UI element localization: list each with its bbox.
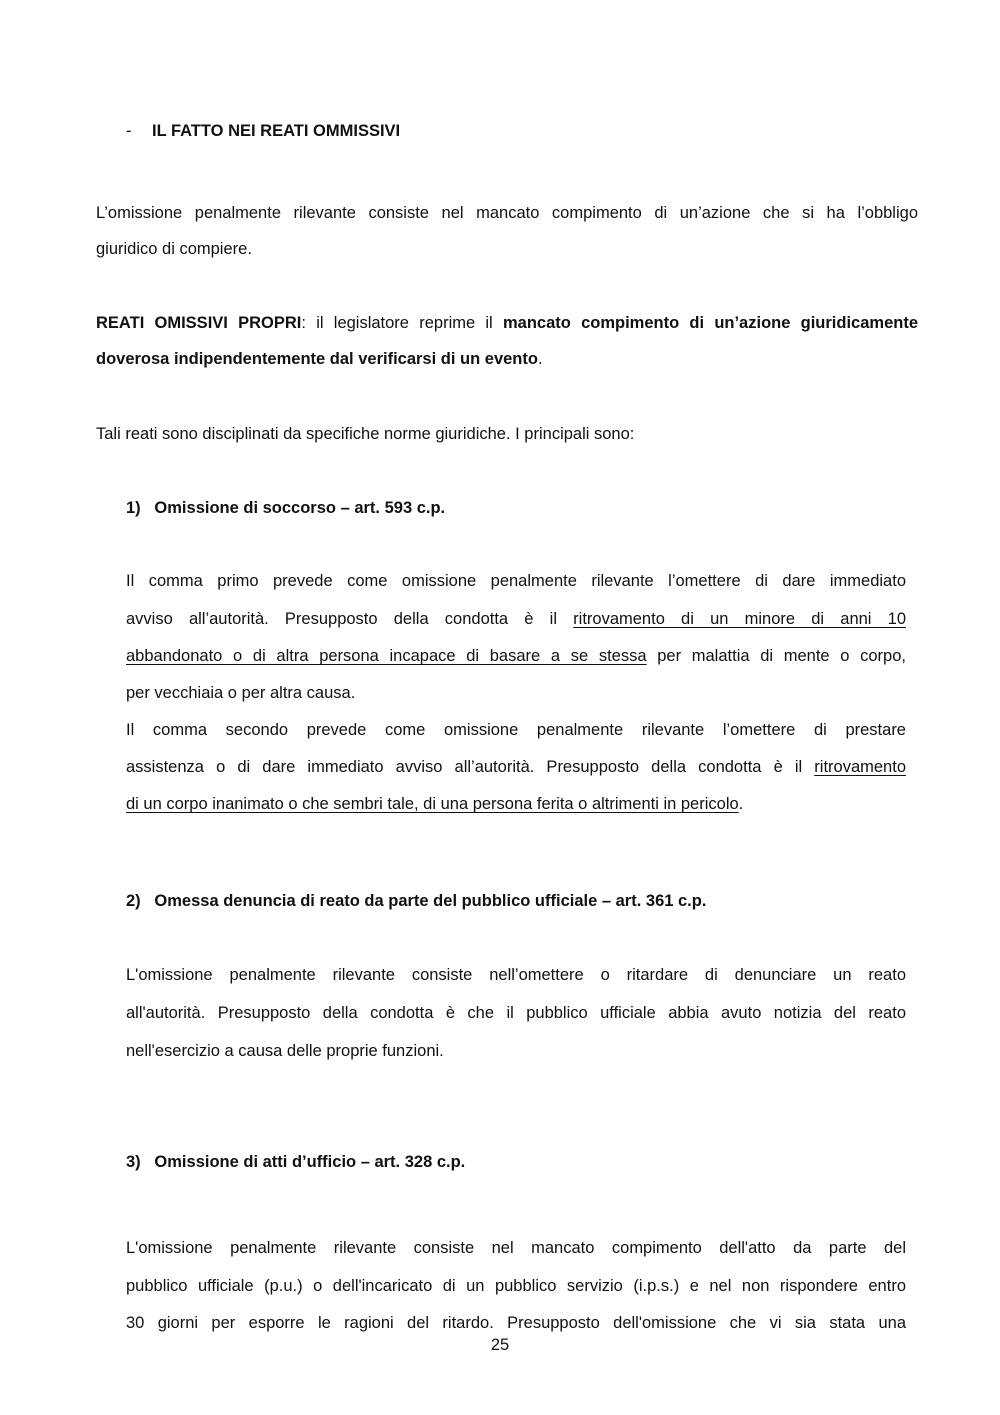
item1-underline-a: ritrovamento di un minore di anni 10: [573, 610, 906, 628]
propri-line-2: [96, 349, 543, 369]
section-title: IL FATTO NEI REATI OMMISSIVI: [152, 122, 401, 140]
item1-line-7: [126, 794, 743, 814]
item2-line-1: L'omissione penalmente rilevante consiste nell’omettere o ritardare di denunciare un reato: [126, 966, 906, 984]
propri-term: REATI OMISSIVI PROPRI: [96, 314, 302, 332]
propri-bold-b: doverosa indipendentemente dal verificarsi di un evento: [96, 350, 538, 368]
propri-bold-a: mancato compimento di un’azione giuridicamente: [502, 314, 919, 332]
item1-line-1: Il comma primo prevede come omissione penalmente rilevante l’omettere di dare immediato: [126, 572, 906, 590]
item1-heading: 1) Omissione di soccorso – art. 593 c.p.: [126, 499, 446, 517]
item1-line-5: Il comma secondo prevede come omissione penalmente rilevante l’omettere di prestare: [126, 721, 906, 739]
item3-line-2: pubblico ufficiale (p.u.) o dell'incaricato di un pubblico servizio (i.p.s.) e nel non rispondere entro: [126, 1277, 906, 1295]
item1-line-7-end: .: [738, 795, 744, 813]
page-number: 25: [490, 1336, 510, 1354]
item3-line-3: 30 giorni per esporre le ragioni del ritardo. Presupposto dell'omissione che vi sia stata una: [126, 1314, 906, 1332]
intro-line-1: L’omissione penalmente rilevante consiste nel mancato compimento di un’azione che si ha l’obbligo: [96, 204, 918, 222]
item1-underline-b: abbandonato o di altra persona incapace di basare a se stessa: [126, 647, 647, 665]
section-bullet: -: [126, 122, 132, 140]
item3-heading: 3) Omissione di atti d’ufficio – art. 328 c.p.: [126, 1153, 466, 1171]
item1-underline-c: ritrovamento: [814, 758, 906, 776]
item3-line-1: L'omissione penalmente rilevante consiste nel mancato compimento dell'atto da parte del: [126, 1239, 906, 1257]
item2-line-3: nell'esercizio a causa delle proprie funzioni.: [126, 1042, 444, 1060]
propri-line-1: [96, 313, 918, 333]
propri-end: .: [537, 350, 543, 368]
propri-text: : il legislatore reprime il: [301, 314, 503, 332]
item1-line-6: [126, 757, 906, 777]
item1-line-3-text: per malattia di mente o corpo,: [646, 647, 906, 665]
intro-line-2: giuridico di compiere.: [96, 240, 252, 258]
item2-line-2: all'autorità. Presupposto della condotta è che il pubblico ufficiale abbia avuto notizia del reato: [126, 1004, 906, 1022]
item1-line-2-text: avviso all’autorità. Presupposto della condotta è il: [126, 610, 574, 628]
item1-line-6-text: assistenza o di dare immediato avviso all’autorità. Presupposto della condotta è il: [126, 758, 815, 776]
section-heading: [126, 121, 132, 141]
lead-sentence: Tali reati sono disciplinati da specifiche norme giuridiche. I principali sono:: [96, 425, 635, 443]
item1-line-3: [126, 646, 906, 666]
item1-underline-d: di un corpo inanimato o che sembri tale, di una persona ferita o altrimenti in pericolo: [126, 795, 739, 813]
item1-line-4: per vecchiaia o per altra causa.: [126, 684, 356, 702]
item2-heading: 2) Omessa denuncia di reato da parte del pubblico ufficiale – art. 361 c.p.: [126, 892, 707, 910]
item1-line-2: [126, 609, 906, 629]
